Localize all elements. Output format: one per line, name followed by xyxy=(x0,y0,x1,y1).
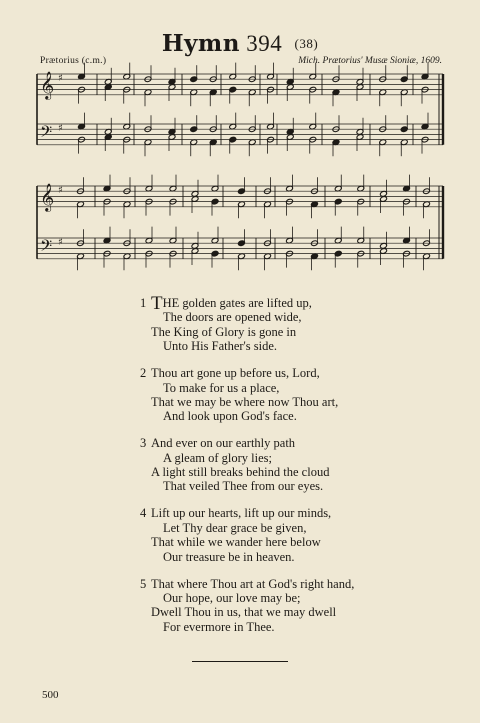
verse-4 xyxy=(140,506,440,564)
verse-number: 2 xyxy=(140,366,147,381)
music-score xyxy=(0,0,480,290)
verse-line: A gleam of glory lies; xyxy=(163,450,273,465)
tune-source: Mich. Prætorius' Musæ Sioniæ, 1609. xyxy=(298,56,442,66)
verse-line: That we may be where now Thou art, xyxy=(151,394,339,409)
verse-1 xyxy=(140,293,440,354)
verse-3 xyxy=(140,436,440,494)
hymn-word: Hymn xyxy=(161,30,240,57)
verse-line xyxy=(140,436,440,450)
verse-line xyxy=(140,506,440,520)
bass-clef-icon: 𝄢 xyxy=(40,237,53,259)
verse-line xyxy=(140,293,440,314)
verse-line: That veiled Thee from our eyes. xyxy=(163,479,324,494)
verse-line: To make for us a place, xyxy=(163,380,280,395)
verse-line: And look upon God's face. xyxy=(163,409,297,424)
verse-line xyxy=(140,577,440,591)
verse-number: 5 xyxy=(140,576,147,591)
verse-line: The King of Glory is gone in xyxy=(151,324,297,339)
verse-number: 3 xyxy=(140,436,147,451)
alt-number: (38) xyxy=(294,36,319,51)
verse-line: That while we wander here below xyxy=(151,535,321,550)
verse-text: That where Thou art at God's right hand, xyxy=(151,576,355,591)
verse-line: Our treasure be in heaven. xyxy=(163,549,295,564)
tune-name: Prætorius (c.m.) xyxy=(40,56,107,66)
verse-line: Our hope, our love may be; xyxy=(163,590,301,605)
verse-5 xyxy=(140,577,440,635)
verse-text: Lift up our hearts, lift up our minds, xyxy=(151,506,332,521)
verse-line: A light still breaks behind the cloud xyxy=(151,465,330,480)
treble-clef-icon: 𝄞 xyxy=(40,183,55,211)
key-sharp-icon: ♯ xyxy=(58,123,63,134)
verses-block xyxy=(140,293,440,647)
verse-line: Dwell Thou in us, that we may dwell xyxy=(151,605,337,620)
verse-text: Thou art gone up before us, Lord, xyxy=(151,366,320,381)
verse-line: For evermore in Thee. xyxy=(163,619,275,634)
key-sharp-icon: ♯ xyxy=(58,237,63,248)
verse-number: 4 xyxy=(140,506,147,521)
page-number: 500 xyxy=(42,689,59,701)
bass-clef-icon: 𝄢 xyxy=(40,123,53,145)
verse-number: 1 xyxy=(140,296,147,310)
verse-line: Unto His Father's side. xyxy=(163,339,278,354)
verse-text: And ever on our earthly path xyxy=(151,436,296,451)
verse-2 xyxy=(140,366,440,424)
hymn-number: 394 xyxy=(246,31,283,56)
verse-line xyxy=(140,366,440,380)
verse-line: Let Thy dear grace be given, xyxy=(163,520,307,535)
key-sharp-icon: ♯ xyxy=(58,185,63,196)
key-sharp-icon: ♯ xyxy=(58,73,63,84)
end-rule xyxy=(192,661,288,662)
verse-line: The doors are opened wide, xyxy=(163,310,302,325)
verse-text: HE golden gates are lifted up, xyxy=(162,296,312,310)
treble-clef-icon: 𝄞 xyxy=(40,71,55,99)
drop-cap: T xyxy=(151,293,163,314)
